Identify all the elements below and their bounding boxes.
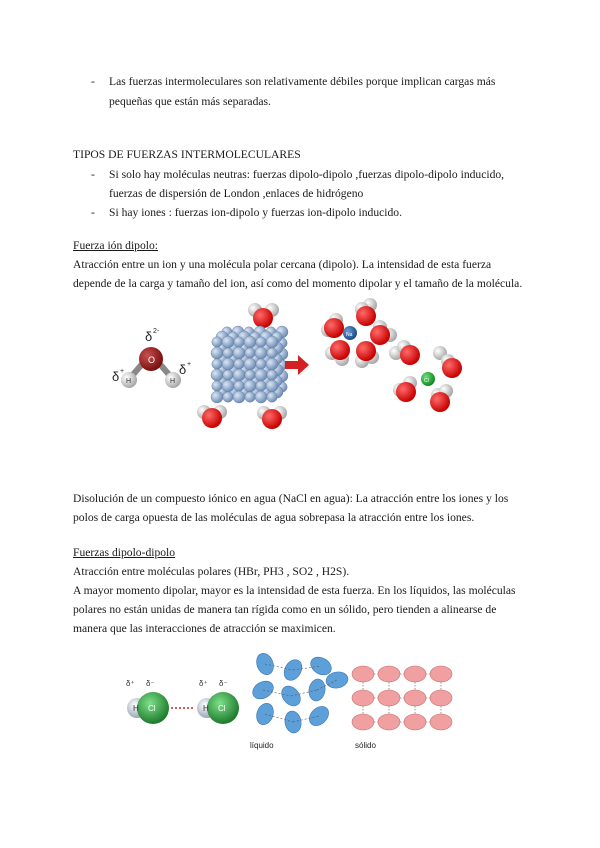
- solid-molecule: [430, 690, 452, 706]
- bullet-dash: -: [91, 168, 95, 181]
- dipole-dipole-figure: [115, 650, 475, 755]
- solid-molecule: [352, 690, 374, 706]
- lattice-ion: [211, 369, 223, 381]
- reaction-arrow: [285, 355, 309, 375]
- solid-molecule: [378, 714, 400, 730]
- delta-plus: δ⁺: [199, 679, 208, 688]
- lattice-ion: [234, 337, 244, 347]
- dipolo-dipolo-line-4: manera que las interacciones de atracción se maximicen.: [73, 622, 336, 635]
- hydrated-sodium-ion: [321, 298, 397, 368]
- figure-caption-line-2: polos de carga opuesta de las moléculas de agua sobrepasa la atracción entre los iones.: [73, 511, 475, 524]
- lattice-ion: [266, 358, 278, 370]
- lattice-ion: [244, 336, 256, 348]
- delta-charge: 2-: [153, 328, 160, 335]
- lattice-ion: [222, 358, 234, 370]
- nacl-crystal-lattice: [211, 326, 288, 403]
- lattice-ion: [222, 380, 234, 392]
- bullet-dash: -: [91, 206, 95, 219]
- lattice-ion: [233, 391, 245, 403]
- section-heading-dipolo-dipolo: Fuerzas dipolo-dipolo: [73, 546, 176, 559]
- lattice-ion: [234, 381, 244, 391]
- lattice-ion: [223, 348, 233, 358]
- lattice-ion: [223, 370, 233, 380]
- hydrogen-label: H: [133, 704, 139, 713]
- solid-molecule: [378, 666, 400, 682]
- delta-charge: +: [187, 361, 192, 368]
- water-molecule: [257, 406, 287, 429]
- delta-minus: δ⁻: [146, 679, 155, 688]
- lattice-ion: [222, 336, 234, 348]
- solid-label: sólido: [355, 741, 376, 750]
- solid-dipoles: [352, 666, 452, 730]
- lattice-ion: [211, 347, 223, 359]
- oxygen-label: O: [148, 355, 156, 365]
- lattice-ion: [267, 370, 277, 380]
- lattice-ion: [212, 359, 222, 369]
- lattice-ion: [244, 358, 256, 370]
- solid-molecule: [352, 666, 374, 682]
- lattice-ion: [266, 336, 278, 348]
- liquid-label: líquido: [250, 741, 274, 750]
- dipolo-dipolo-line-3: polares no están unidas de manera tan rígida como en un sólido, pero tienden a alinearse de: [73, 603, 497, 616]
- ion-dipole-figure: [100, 295, 500, 435]
- delta-minus: δ⁻: [219, 679, 228, 688]
- tipos-item-1-line-2: fuerzas de dispersión de London ,enlaces de hidrógeno: [109, 187, 364, 200]
- lattice-ion: [223, 392, 233, 402]
- lattice-ion: [256, 381, 266, 391]
- hydrated-chloride-ion: [389, 340, 462, 412]
- solid-molecule: [404, 690, 426, 706]
- liquid-dipoles: [249, 651, 349, 734]
- solid-molecule: [404, 666, 426, 682]
- lattice-ion: [234, 359, 244, 369]
- hydrogen-label: H: [203, 704, 209, 713]
- solid-molecule: [352, 714, 374, 730]
- delta-symbol: δ: [112, 369, 120, 384]
- hcl-molecule: [197, 679, 239, 724]
- lattice-ion: [267, 348, 277, 358]
- delta-symbol: δ: [145, 329, 153, 344]
- tipos-item-1-line-1: Si solo hay moléculas neutras: fuerzas dipolo-dipolo ,fuerzas dipolo-dipolo inducido,: [109, 168, 505, 181]
- delta-symbol: δ: [179, 362, 187, 377]
- water-molecule: [197, 405, 227, 428]
- chlorine-label: Cl: [218, 704, 226, 713]
- lattice-ion: [255, 391, 267, 403]
- delta-charge: +: [120, 368, 125, 375]
- lattice-ion: [245, 348, 255, 358]
- lattice-ion: [266, 380, 278, 392]
- lattice-ion: [244, 380, 256, 392]
- solid-molecule: [430, 666, 452, 682]
- lattice-ion: [256, 359, 266, 369]
- hydrogen-label: H: [126, 378, 132, 385]
- delta-plus: δ⁺: [126, 679, 135, 688]
- hcl-molecule: [126, 679, 169, 724]
- dipolo-dipolo-line-1: Atracción entre moléculas polares (HBr, PH3 , SO2 , H2S).: [73, 565, 350, 578]
- lattice-ion: [255, 369, 267, 381]
- ion-dipolo-line-1: Atracción entre un ion y una molécula polar cercana (dipolo). La intensidad de esta fuerza: [73, 258, 492, 271]
- solid-molecule: [378, 690, 400, 706]
- solid-molecule: [404, 714, 426, 730]
- section-heading-tipos: TIPOS DE FUERZAS INTERMOLECULARES: [73, 148, 301, 161]
- intro-line-2: pequeñas que están más separadas.: [109, 95, 271, 108]
- tipos-item-2-line-1: Si hay iones : fuerzas ion-dipolo y fuerzas ion-dipolo inducido.: [109, 206, 403, 219]
- bullet-dash: -: [91, 75, 95, 88]
- hydrogen-label: H: [170, 378, 176, 385]
- lattice-ion: [233, 369, 245, 381]
- lattice-ion: [211, 391, 223, 403]
- lattice-ion: [212, 337, 222, 347]
- lattice-ion: [256, 337, 266, 347]
- figure-caption-line-1: Disolución de un compuesto iónico en agua (NaCl en agua): La atracción entre los iones y los: [73, 492, 509, 505]
- chloride-ion-label: Cl: [424, 378, 429, 384]
- section-heading-ion-dipolo: Fuerza ión dipolo:: [73, 239, 159, 252]
- lattice-ion: [212, 381, 222, 391]
- lattice-ion: [245, 392, 255, 402]
- lattice-ion: [255, 347, 267, 359]
- sodium-ion-label: Na: [346, 332, 353, 338]
- solid-molecule: [430, 714, 452, 730]
- water-molecule: [248, 303, 279, 328]
- intro-line-1: Las fuerzas intermoleculares son relativamente débiles porque implican cargas más: [109, 75, 496, 88]
- lattice-ion: [267, 392, 277, 402]
- lattice-ion: [245, 370, 255, 380]
- chlorine-label: Cl: [148, 704, 156, 713]
- dipolo-dipolo-line-2: A mayor momento dipolar, mayor es la intensidad de esta fuerza. En los líquidos, las moléculas: [73, 584, 516, 597]
- ion-dipolo-line-2: depende de la carga y tamaño del ion, así como del momento dipolar y el tamaño de la molécula.: [73, 277, 523, 290]
- lattice-ion: [233, 347, 245, 359]
- water-molecule: [112, 328, 191, 388]
